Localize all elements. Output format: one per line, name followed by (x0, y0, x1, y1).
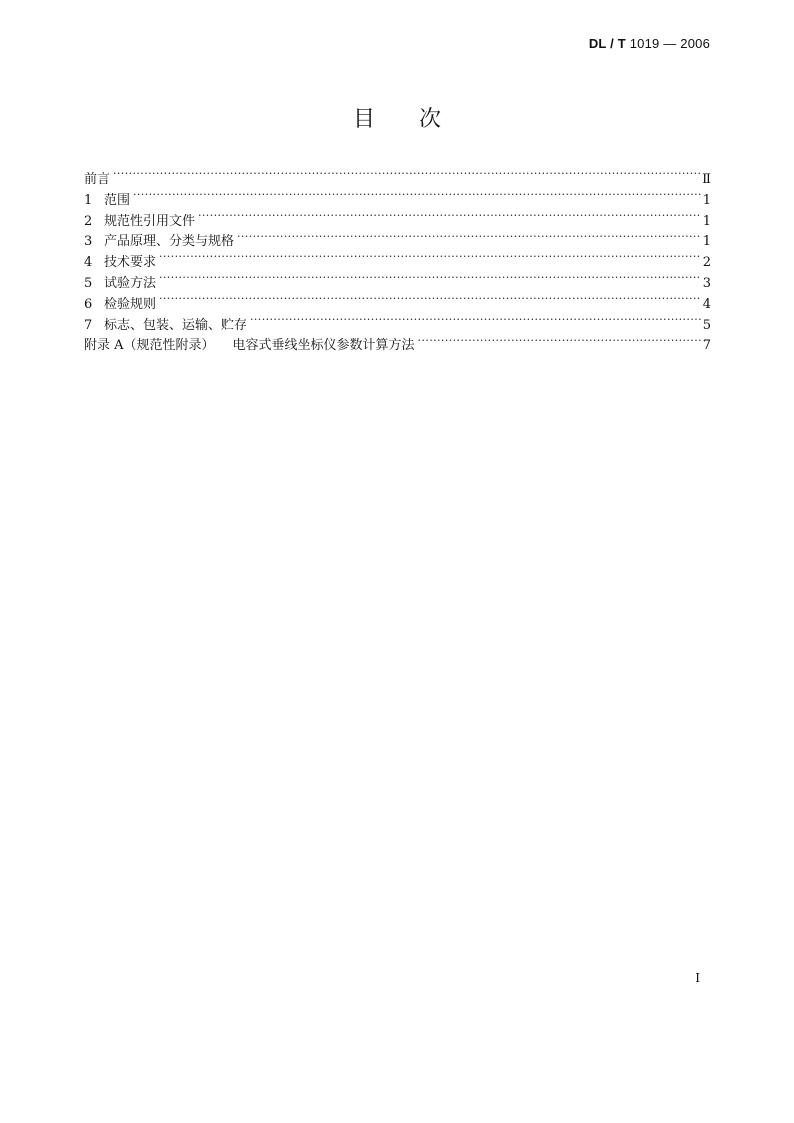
page-title (0, 102, 794, 133)
page-number: I (695, 971, 700, 985)
toc-dot-leader (250, 316, 701, 329)
toc-dot-leader (159, 274, 701, 287)
toc-entry-label: 标志、包装、运输、贮存 (104, 317, 248, 333)
toc-dot-leader (113, 170, 700, 183)
toc-dot-leader (237, 232, 701, 245)
toc-entry-label: 检验规则 (104, 296, 157, 312)
toc-entry-label: 前言 (84, 172, 111, 187)
toc-entry-1[interactable] (84, 191, 711, 212)
toc-entry-page: 5 (702, 317, 711, 333)
toc-entry-appendix-a[interactable] (84, 336, 711, 357)
toc-entry-5[interactable] (84, 274, 711, 295)
page-title-char-1: 目 (352, 107, 375, 132)
toc-entry-7[interactable] (84, 316, 711, 337)
toc-entry-6[interactable] (84, 295, 711, 316)
toc-entry-number: 3 (84, 234, 93, 250)
toc-entry-label: 产品原理、分类与规格 (104, 234, 235, 250)
toc-entry-number: 7 (84, 317, 93, 333)
toc-entry-number: 4 (84, 255, 93, 271)
toc-entry-2[interactable] (84, 212, 711, 233)
toc-entry-page: 1 (702, 213, 711, 229)
toc-entry-number: 2 (84, 213, 93, 229)
toc-entry-label: 技术要求 (104, 255, 157, 271)
toc-appendix-title: 电容式垂线坐标仪参数计算方法 (232, 338, 415, 354)
toc-entry-number: 5 (84, 275, 93, 291)
toc-entry-page: 1 (702, 234, 711, 250)
toc-entry-label: 试验方法 (104, 275, 157, 291)
toc-entry-page: 1 (702, 192, 711, 208)
toc-dot-leader (418, 336, 701, 349)
toc-entry-foreword[interactable] (84, 170, 711, 191)
toc-entry-3[interactable] (84, 232, 711, 253)
toc-entry-page: 7 (702, 338, 711, 354)
page-title-char-2: 次 (419, 107, 442, 132)
toc-entry-label: 规范性引用文件 (104, 213, 196, 229)
toc-entry-page: Ⅱ (702, 172, 711, 187)
toc-dot-leader (198, 212, 701, 225)
toc-dot-leader (159, 295, 701, 308)
table-of-contents (84, 170, 711, 357)
standard-code (589, 36, 710, 51)
toc-entry-page: 4 (702, 296, 711, 312)
standard-code-suffix: 1019 — 2006 (629, 36, 710, 51)
toc-entry-page: 3 (702, 275, 711, 291)
toc-entry-4[interactable] (84, 253, 711, 274)
toc-dot-leader (159, 253, 701, 266)
toc-appendix-designation: 附录 A（规范性附录） (84, 338, 215, 354)
toc-dot-leader (133, 191, 701, 204)
toc-appendix-label (84, 336, 415, 357)
toc-entry-number: 6 (84, 296, 93, 312)
toc-entry-page: 2 (702, 255, 711, 271)
standard-code-prefix: DL / T (588, 36, 626, 51)
toc-entry-number: 1 (84, 192, 93, 208)
toc-entry-label: 范围 (104, 192, 131, 208)
